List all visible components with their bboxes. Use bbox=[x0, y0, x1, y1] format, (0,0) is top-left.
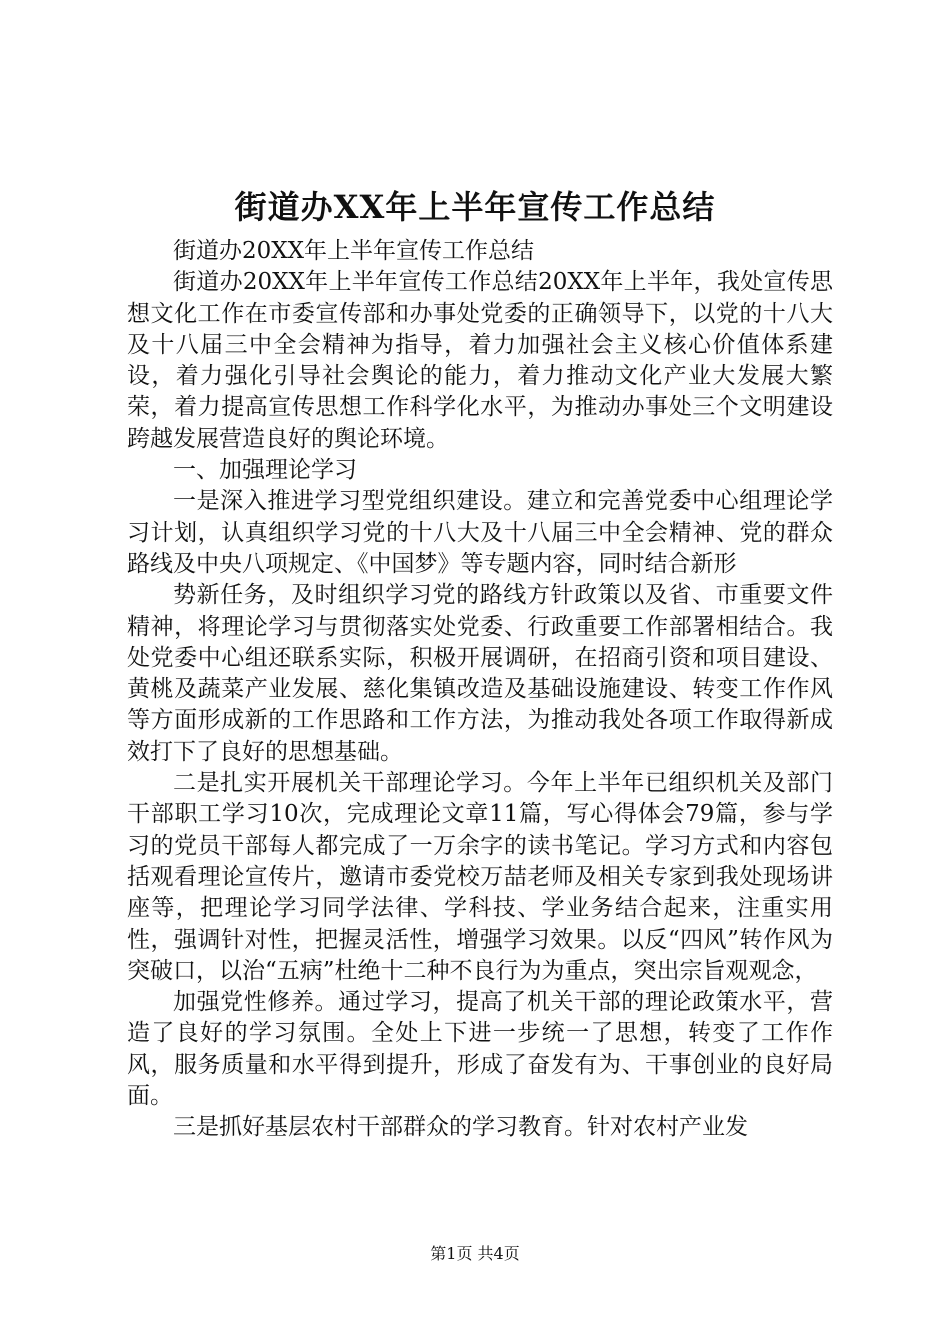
document-body bbox=[127, 236, 833, 1144]
document-title: 街道办XX年上半年宣传工作总结 bbox=[234, 188, 716, 226]
subtitle-paragraph: 街道办20XX年上半年宣传工作总结 bbox=[173, 238, 535, 264]
body-paragraph: 二是扎实开展机关干部理论学习。今年上半年已组织机关及部门干部职工学习10次，完成理论文章11篇，写心得体会79篇，参与学习的党员干部每人都完成了一万余字的读书笔记。学习方式和内容包括观看理论宣传片，邀请市委党校万喆老师及相关专家到我处现场讲座等，把理论学习同学法律、学科技、学业务结合起来，注重实用性，强调针对性，把握灵活性，增强学习效果。以反“四风”转作风为突破口，以治“五病”杜绝十二种不良行为为重点，突出宗旨观观念， bbox=[127, 770, 833, 984]
body-paragraph: 势新任务，及时组织学习党的路线方针政策以及省、市重要文件精神，将理论学习与贯彻落实处党委、行政重要工作部署相结合。我处党委中心组还联系实际，积极开展调研，在招商引资和项目建设、黄桃及蔬菜产业发展、慈化集镇改造及基础设施建设、转变工作作风等方面形成新的工作思路和工作方法，为推动我处各项工作取得新成效打下了良好的思想基础。 bbox=[127, 582, 833, 765]
body-paragraph: 一是深入推进学习型党组织建设。建立和完善党委中心组理论学习计划，认真组织学习党的十八大及十八届三中全会精神、党的群众路线及中央八项规定、《中国梦》等专题内容，同时结合新形 bbox=[127, 488, 833, 577]
section-heading: 一、加强理论学习 bbox=[173, 457, 357, 484]
page-number-footer: 第1页 共4页 bbox=[430, 1244, 520, 1263]
intro-paragraph: 街道办20XX年上半年宣传工作总结20XX年上半年，我处宣传思想文化工作在市委宣传部和办事处党委的正确领导下，以党的十八大及十八届三中全会精神为指导，着力加强社会主义核心价值体系建设，着力强化引导社会舆论的能力，着力推动文化产业大发展大繁荣，着力提高宣传思想工作科学化水平，为推动办事处三个文明建设跨越发展营造良好的舆论环境。 bbox=[127, 269, 833, 452]
body-paragraph: 加强党性修养。通过学习，提高了机关干部的理论政策水平，营造了良好的学习氛围。全处上下进一步统一了思想，转变了工作作风，服务质量和水平得到提升，形成了奋发有为、干事创业的良好局面。 bbox=[127, 989, 833, 1110]
body-paragraph: 三是抓好基层农村干部群众的学习教育。针对农村产业发 bbox=[173, 1114, 748, 1141]
